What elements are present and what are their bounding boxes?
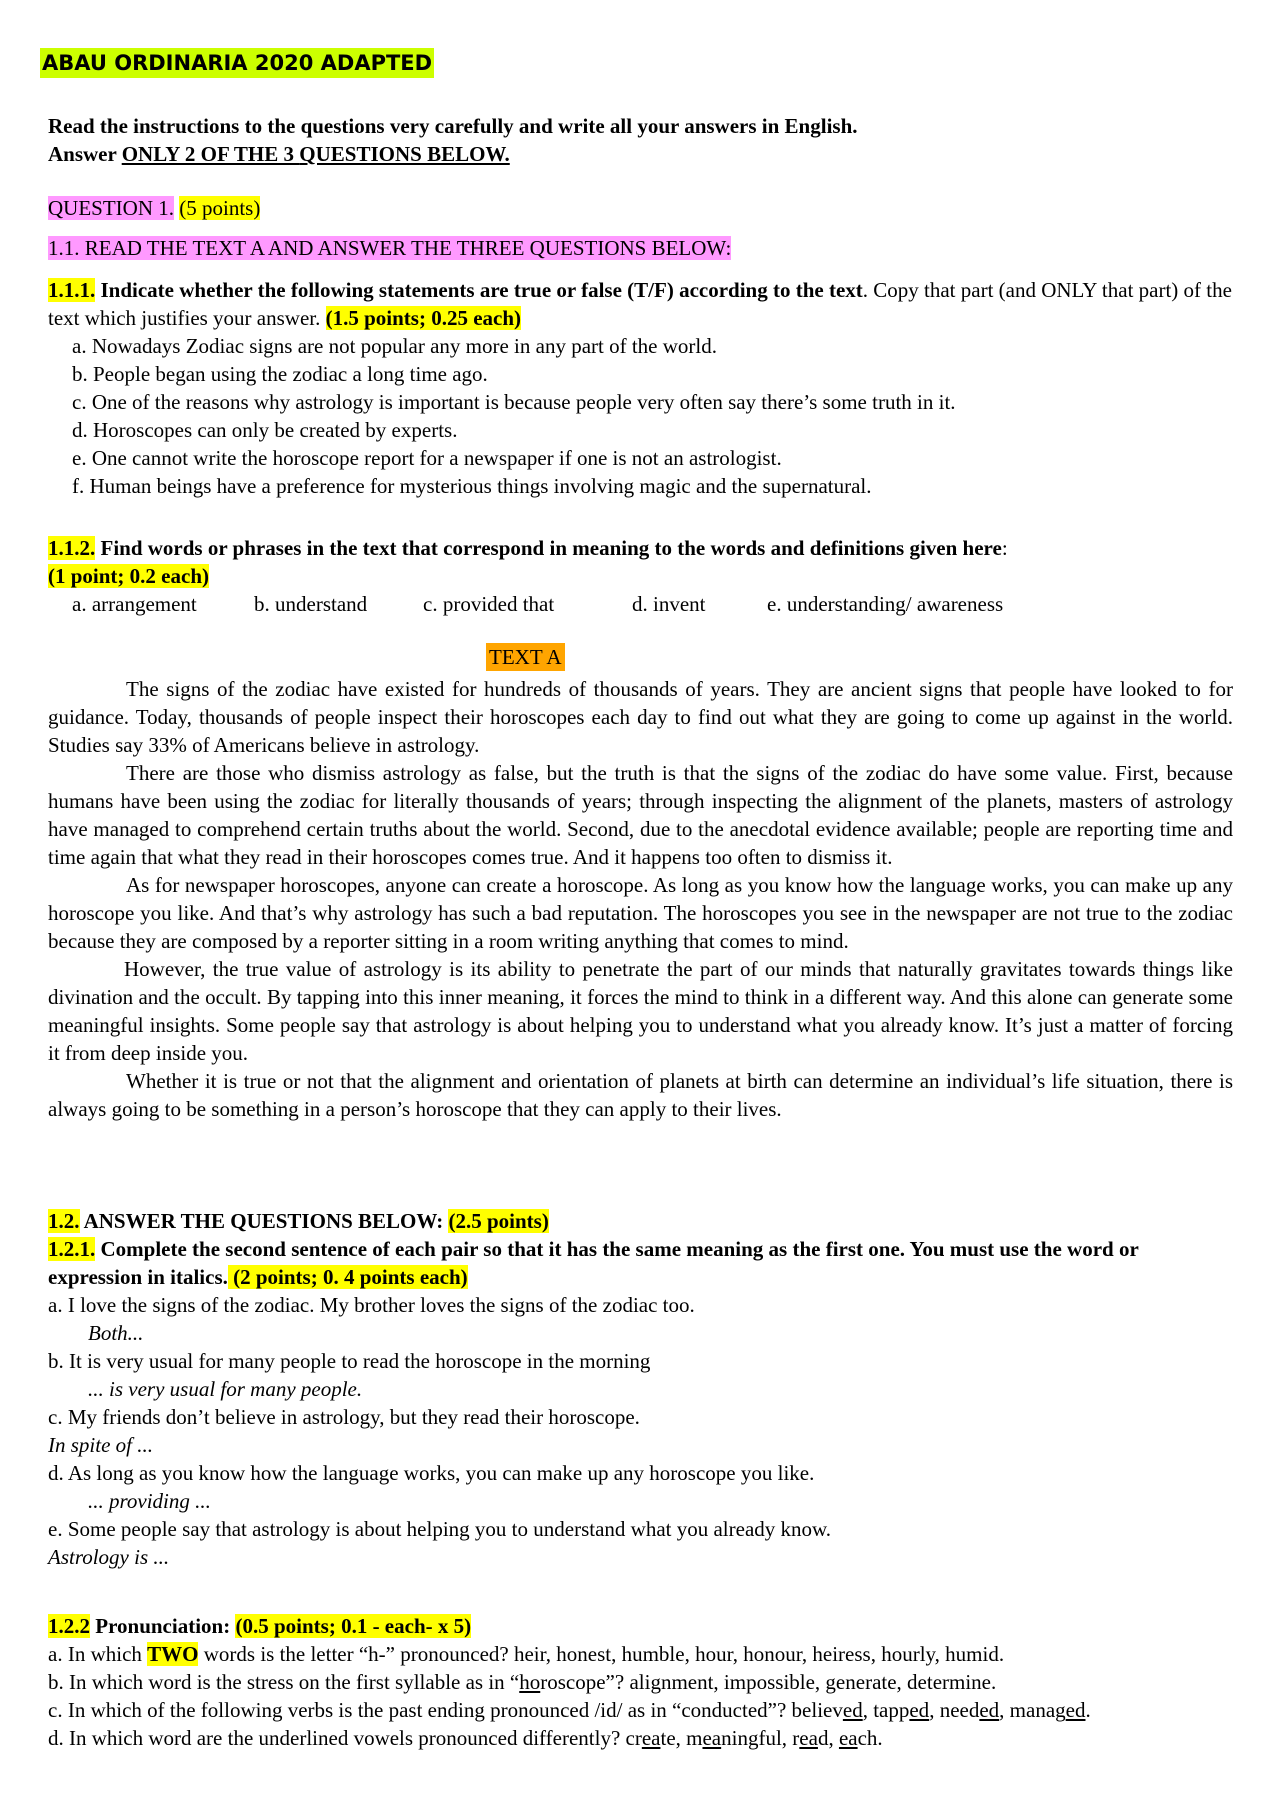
document-title: ABAU ORDINARIA 2020 ADAPTED	[40, 48, 434, 78]
question-1-1-2-prompt: 1.1.2. Find words or phrases in the text that correspond in meaning to the words and definitions given here:	[48, 536, 1008, 560]
text-a-paragraph: However, the true value of astrology is its ability to penetrate the part of our minds that naturally gravitates towards things like divination and the occult. By tapping into this inner meaning, it forces the mind to think in a different way. And this alone can generate some meaningful insights. Some people say that astrology is about helping you to understand what you already know. It’s just a matter of forcing it from deep inside you.	[48, 957, 1233, 1065]
section-1-1-heading: 1.1. READ THE TEXT A AND ANSWER THE THREE QUESTIONS BELOW:	[48, 236, 732, 260]
question-1-2	[48, 1207, 1233, 1571]
question-1-2-2-heading: 1.2.2 Pronunciation: (0.5 points; 0.1 - each- x 5)	[48, 1614, 472, 1638]
statement-item: c. One of the reasons why astrology is important is because people very often say there’s some truth in it.	[72, 390, 956, 414]
statement-item: a. Nowadays Zodiac signs are not popular any more in any part of the world.	[72, 334, 717, 358]
transformation-cue: Astrology is ...	[48, 1545, 170, 1569]
question-1-2-1-prompt: 1.2.1. Complete the second sentence of each pair so that it has the same meaning as the first one. You must use the word or expression in italics. (2 points; 0. 4 points each)	[48, 1237, 1139, 1289]
pronunciation-item-c: c. In which of the following verbs is the past ending pronounced /id/ as in “conducted”? believed, tapped, needed, managed.	[48, 1698, 1091, 1722]
text-a-paragraph: As for newspaper horoscopes, anyone can create a horoscope. As long as you know how the language works, you can make up any horoscope you like. And that’s why astrology has such a bad reputation. The horoscopes you see in the newspaper are not true to the zodiac because they are composed by a reporter sitting in a room writing anything that comes to mind.	[48, 873, 1233, 953]
question-1-1-1-prompt: 1.1.1. Indicate whether the following statements are true or false (T/F) according to the text. Copy that part (and ONLY that part) of the text which justifies your answer. (1.5 points; 0.25 each)	[48, 278, 1232, 330]
transformation-cue: In spite of ...	[48, 1433, 153, 1457]
pronunciation-item-b: b. In which word is the stress on the first syllable as in “horoscope”? alignment, impossible, generate, determine.	[48, 1670, 997, 1694]
definitions-row	[48, 590, 1233, 618]
pronunciation-item-a: a. In which TWO words is the letter “h-” pronounced? heir, honest, humble, hour, honour, heiress, hourly, humid.	[48, 1642, 1005, 1666]
transformation-sentence: b. It is very usual for many people to read the horoscope in the morning	[48, 1349, 651, 1373]
question-1-2-heading: 1.2. ANSWER THE QUESTIONS BELOW: (2.5 points)	[48, 1209, 549, 1233]
transformation-sentence: c. My friends don’t believe in astrology, but they read their horoscope.	[48, 1405, 640, 1429]
question-1-heading: QUESTION 1. (5 points)	[48, 196, 261, 220]
text-a-body	[48, 675, 1233, 1123]
definition-item: a. arrangement	[72, 592, 197, 616]
text-a-label: TEXT A	[486, 643, 565, 671]
instructions	[48, 112, 1233, 168]
question-1-1-1	[48, 276, 1233, 500]
question-1-1-2	[48, 534, 1233, 618]
definition-item: e. understanding/ awareness	[767, 592, 1004, 616]
definition-item: c. provided that	[423, 592, 555, 616]
definition-item: b. understand	[254, 592, 368, 616]
instructions-line-1: Read the instructions to the questions very carefully and write all your answers in English.	[48, 114, 858, 138]
text-a-paragraph: There are those who dismiss astrology as false, but the truth is that the signs of the zodiac do have some value. First, because humans have been using the zodiac for literally thousands of years; through inspecting the alignment of the planets, masters of astrology have managed to comprehend certain truths about the world. Second, due to the anecdotal evidence available; people are reporting time and time again that what they read in their horoscopes comes true. And it happens too often to dismiss it.	[48, 761, 1233, 869]
transformation-cue: ... providing ...	[88, 1489, 211, 1513]
transformation-sentence: e. Some people say that astrology is about helping you to understand what you already know.	[48, 1517, 832, 1541]
definition-item: d. invent	[632, 592, 706, 616]
statement-item: d. Horoscopes can only be created by experts.	[72, 418, 458, 442]
text-a-paragraph: Whether it is true or not that the alignment and orientation of planets at birth can determine an individual’s life situation, there is always going to be something in a person’s horoscope that they can apply to their lives.	[48, 1069, 1233, 1121]
instructions-line-2: Answer ONLY 2 OF THE 3 QUESTIONS BELOW.	[48, 142, 510, 166]
text-a-paragraph: The signs of the zodiac have existed for hundreds of thousands of years. They are ancient signs that people have looked to for guidance. Today, thousands of people inspect their horoscopes each day to find out what they are going to come up against in the world. Studies say 33% of Americans believe in astrology.	[48, 677, 1233, 757]
statement-item: f. Human beings have a preference for mysterious things involving magic and the supernatural.	[72, 474, 872, 498]
question-1-2-2	[48, 1612, 1233, 1752]
question-1-1-2-points: (1 point; 0.2 each)	[48, 564, 209, 588]
transformation-cue: Both...	[88, 1321, 144, 1345]
pronunciation-item-d: d. In which word are the underlined vowels pronounced differently? create, meaningful, read, each.	[48, 1726, 883, 1750]
transformation-cue: ... is very usual for many people.	[88, 1377, 363, 1401]
statement-item: b. People began using the zodiac a long time ago.	[72, 362, 488, 386]
transformation-sentence: d. As long as you know how the language works, you can make up any horoscope you like.	[48, 1461, 815, 1485]
statement-item: e. One cannot write the horoscope report for a newspaper if one is not an astrologist.	[72, 446, 782, 470]
transformation-sentence: a. I love the signs of the zodiac. My brother loves the signs of the zodiac too.	[48, 1293, 695, 1317]
